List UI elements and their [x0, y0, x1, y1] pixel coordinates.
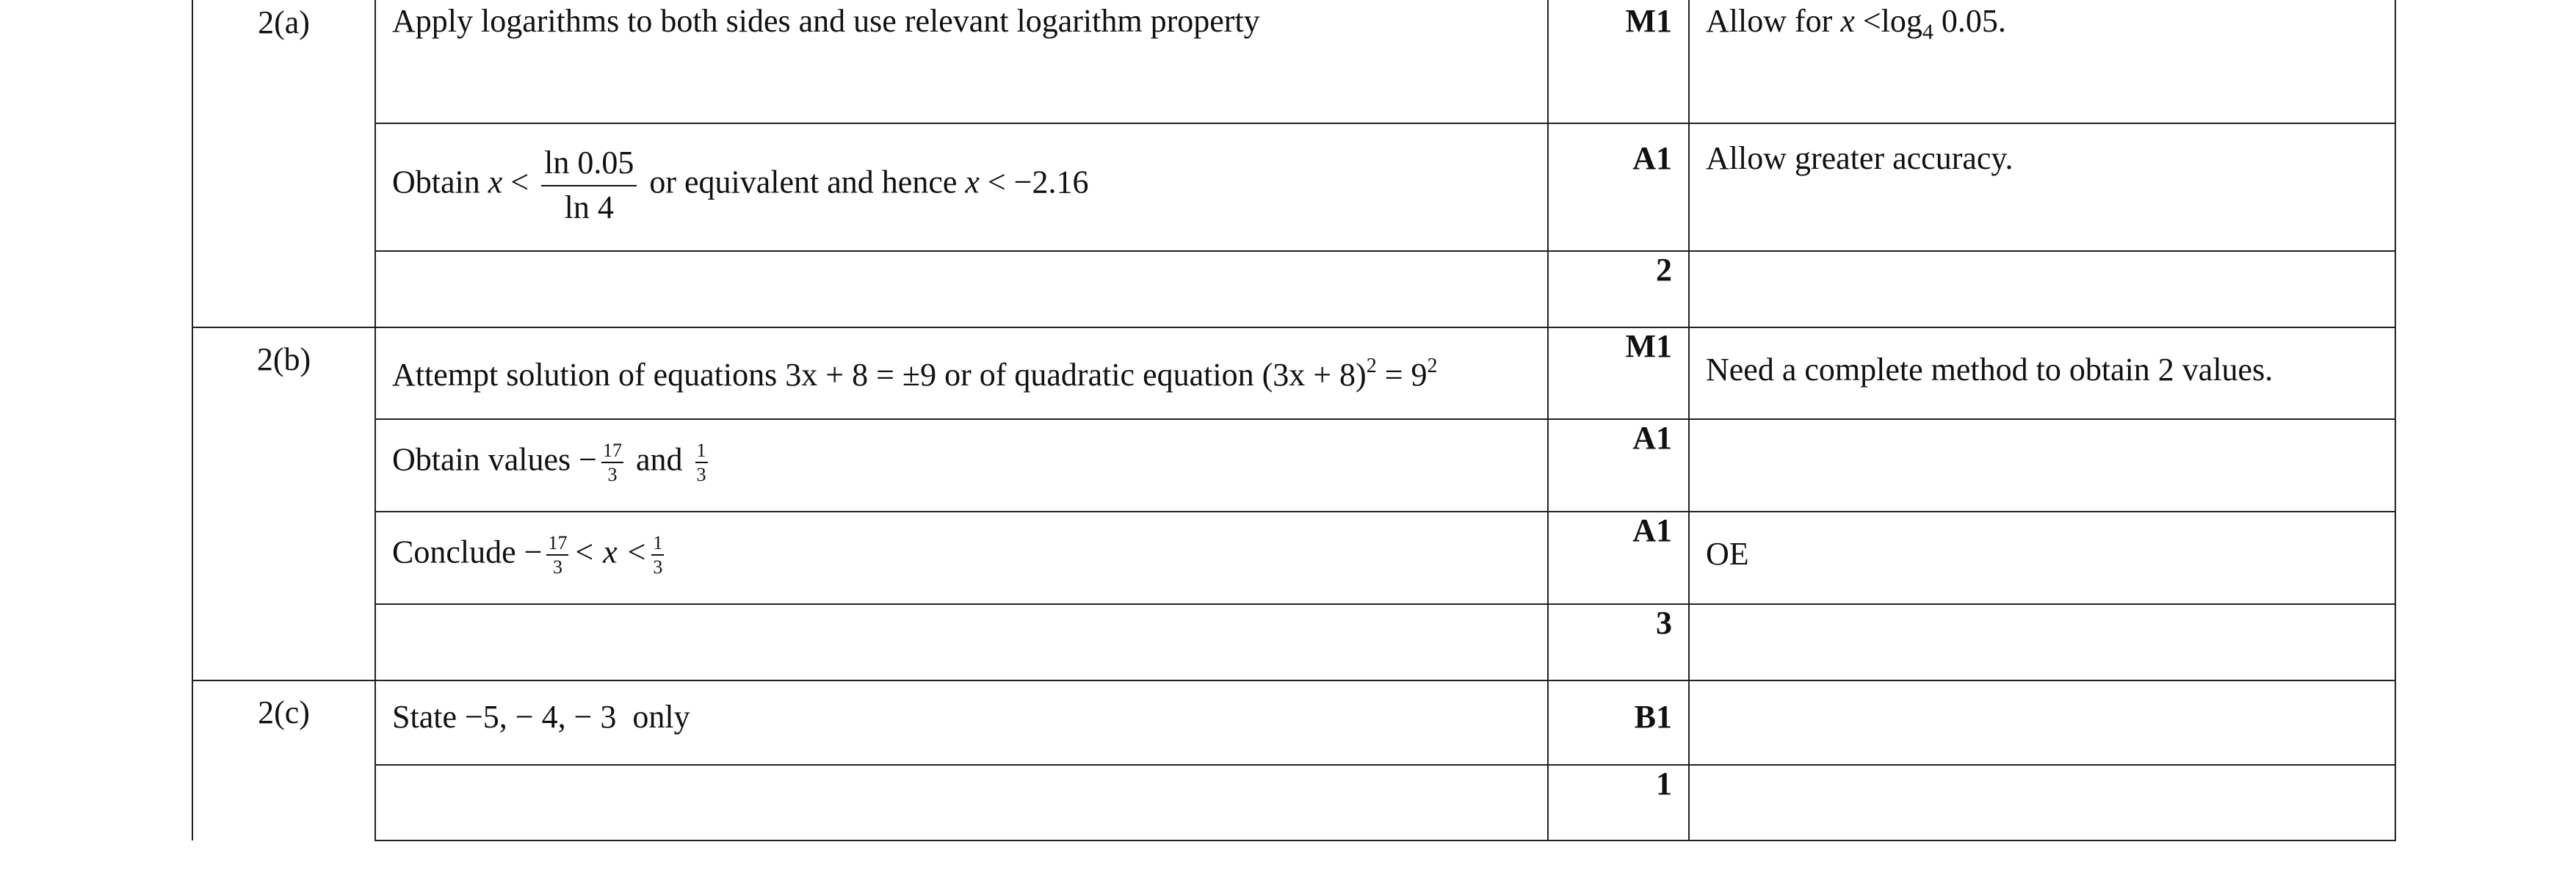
answer-cell [375, 419, 1548, 512]
fraction-denominator: 3 [653, 556, 663, 578]
fraction-denominator: ln 4 [564, 189, 614, 225]
answer-prefix: Conclude [392, 534, 516, 570]
answer-text [376, 124, 1547, 226]
log-argument: 0.05. [1941, 3, 2006, 39]
mark-scheme-table [192, 0, 2396, 841]
guidance-text [1690, 681, 2395, 699]
table-row [192, 512, 2395, 604]
mark-code: A1 [1632, 512, 1672, 548]
equation-absolute: 3x + 8 = ±9 [785, 357, 937, 393]
less-than: < [510, 164, 529, 200]
table-row [192, 604, 2395, 680]
table-row [192, 0, 2395, 123]
answer-cell [375, 680, 1548, 765]
question-label: 2(b) [256, 341, 311, 377]
table-row [192, 680, 2395, 765]
table-row [192, 327, 2395, 419]
minus-sign: − [524, 534, 543, 570]
guidance-prefix: Allow for [1706, 3, 1833, 39]
fraction-numerator: ln 0.05 [541, 145, 637, 186]
answer-text [376, 328, 1547, 394]
variable-x: x [488, 164, 503, 200]
fraction-numerator: 1 [651, 533, 664, 556]
mark-cell [1548, 0, 1689, 123]
answer-cell [375, 327, 1548, 419]
mark-cell [1548, 251, 1689, 327]
equation-lhs: (3x + 8) [1262, 357, 1367, 393]
table-row [192, 765, 2395, 840]
mark-total: 3 [1656, 605, 1672, 641]
question-label: 2(a) [258, 4, 310, 40]
mark-code: B1 [1634, 699, 1672, 735]
exponent: 2 [1427, 355, 1438, 377]
fraction-denominator: 3 [552, 556, 562, 578]
guidance-cell [1689, 604, 2395, 680]
answer-mid: or of quadratic equation [944, 357, 1254, 393]
fraction [651, 533, 664, 578]
question-cell [192, 680, 375, 840]
guidance-text: OE [1706, 536, 1749, 572]
mark-cell [1548, 604, 1689, 680]
mark-code: A1 [1632, 420, 1672, 456]
fraction-numerator: 17 [546, 533, 568, 556]
variable-x: x [965, 164, 980, 200]
guidance-text: Allow greater accuracy. [1706, 140, 2014, 176]
question-label: 2(c) [258, 694, 310, 730]
answer-text: State −5, − 4, − 3 only [392, 699, 690, 735]
fraction [601, 440, 623, 485]
minus-sign: − [579, 441, 597, 478]
answer-cell [375, 604, 1548, 680]
variable-x: x [1840, 3, 1855, 39]
fraction [541, 145, 637, 226]
answer-text [376, 420, 1547, 485]
fraction [546, 533, 568, 578]
exponent: 2 [1366, 355, 1377, 377]
fraction-numerator: 1 [695, 440, 708, 463]
guidance-cell [1689, 512, 2395, 604]
guidance-text [1690, 420, 2395, 443]
inequality: < x < [573, 534, 648, 570]
guidance-cell [1689, 0, 2395, 123]
less-than: < [1862, 3, 1881, 39]
table-row [192, 419, 2395, 512]
fraction-denominator: 3 [696, 464, 706, 486]
answer-prefix: Obtain values [392, 441, 571, 478]
answer-cell [375, 251, 1548, 327]
answer-text: Apply logarithms to both sides and use relevant logarithm property [392, 3, 1260, 39]
log-base: 4 [1922, 20, 1933, 44]
answer-cell [375, 123, 1548, 251]
equation-rhs: = 9 [1384, 357, 1428, 393]
mark-code: A1 [1632, 140, 1672, 176]
mark-cell [1548, 680, 1689, 765]
fraction [695, 440, 708, 485]
guidance-text [1690, 0, 2395, 46]
guidance-cell [1689, 327, 2395, 419]
mark-total: 2 [1656, 252, 1672, 288]
guidance-cell [1689, 680, 2395, 765]
answer-cell [375, 765, 1548, 840]
mark-cell [1548, 327, 1689, 419]
guidance-cell [1689, 123, 2395, 251]
mark-cell [1548, 419, 1689, 512]
answer-cell [375, 0, 1548, 123]
log-function: log [1881, 3, 1922, 39]
answer-cell [375, 512, 1548, 604]
table-row [192, 251, 2395, 327]
mark-code: M1 [1625, 3, 1672, 39]
answer-text [376, 512, 1547, 578]
guidance-cell [1689, 419, 2395, 512]
equation-quadratic [1262, 357, 1438, 393]
answer-mid: or equivalent and hence [649, 164, 958, 200]
answer-prefix: Obtain [392, 164, 480, 200]
conjunction: and [636, 441, 683, 478]
table-row [192, 123, 2395, 251]
mark-code: M1 [1625, 328, 1672, 364]
mark-cell [1548, 765, 1689, 840]
question-cell [192, 327, 375, 680]
guidance-text: Need a complete method to obtain 2 values. [1706, 352, 2273, 388]
answer-result: < −2.16 [987, 164, 1089, 200]
mark-cell [1548, 512, 1689, 604]
question-cell [192, 0, 375, 327]
fraction-numerator: 17 [601, 440, 623, 463]
answer-prefix: Attempt solution of equations [392, 357, 778, 393]
guidance-cell [1689, 765, 2395, 840]
fraction-denominator: 3 [607, 464, 618, 486]
mark-cell [1548, 123, 1689, 251]
mark-total: 1 [1656, 766, 1672, 802]
guidance-cell [1689, 251, 2395, 327]
